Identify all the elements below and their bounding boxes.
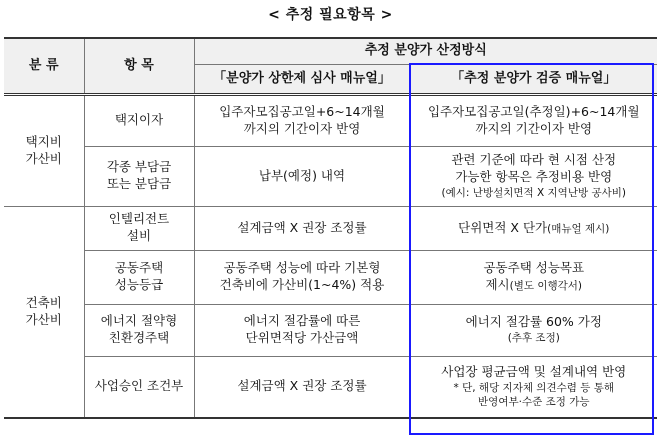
header-category: 분 류 — [4, 38, 84, 94]
header-item: 항 목 — [84, 38, 194, 94]
manual-cell — [194, 94, 410, 146]
verify-text: 입주자모집공고일(추정일)+6~14개월 — [427, 103, 640, 119]
item-label: 택지이자 — [114, 112, 164, 128]
verify-cell — [410, 206, 657, 250]
verify-cell — [410, 250, 657, 304]
page-title: < 추정 필요항목 > — [268, 7, 393, 23]
item-cell — [84, 250, 194, 304]
verify-note: (매뉴얼 제시) — [547, 222, 610, 235]
item-cell — [84, 304, 194, 356]
item-cell — [84, 206, 194, 250]
item-label: 사업승인 조건부 — [94, 378, 184, 394]
item-cell — [84, 94, 194, 146]
manual-text: 납부(예정) 내역 — [258, 167, 346, 183]
verify-note: * 단, 해당 지자체 의견수렴 등 통해 — [453, 382, 614, 395]
manual-cell — [194, 304, 410, 356]
manual-cell — [194, 206, 410, 250]
manual-text: 설계금액 X 권장 조정률 — [237, 219, 367, 235]
verify-note: 반영여부·수준 조정 가능 — [478, 396, 590, 409]
verify-note: (예시: 난방설치면적 X 지역난방 공사비) — [441, 186, 626, 199]
item-label: 또는 분담금 — [106, 176, 172, 191]
verify-cell — [410, 94, 657, 146]
estimate-items-table — [4, 37, 657, 419]
verify-cell — [410, 356, 657, 418]
manual-text: 까지의 기간이자 반영 — [243, 120, 361, 136]
manual-cell — [194, 356, 410, 418]
category-line: 가산비 — [25, 150, 62, 166]
item-label: 공동주택 — [114, 260, 164, 276]
item-label: 친환경주택 — [108, 330, 170, 345]
verify-text: 에너지 절감률 60% 가정 — [465, 314, 602, 330]
manual-text: 공동주택 성능에 따라 기본형 — [223, 260, 381, 276]
item-label: 인텔리전트 — [108, 211, 170, 227]
verify-text: 까지의 기간이자 반영 — [475, 120, 593, 136]
verify-note: (별도 이행각서) — [509, 280, 583, 292]
verify-text: 가능한 항목은 추정비용 반영 — [455, 168, 613, 184]
category-line: 건축비 — [25, 294, 62, 310]
manual-text: 입주자모집공고일+6~14개월 — [219, 103, 385, 119]
manual-text: 건축비에 가산비(1~4%) 적용 — [219, 277, 385, 292]
item-label: 에너지 절약형 — [100, 313, 178, 329]
header-method: 추정 분양가 산정방식 — [194, 38, 657, 64]
manual-text: 단위면적당 가산금액 — [245, 330, 359, 345]
item-label: 성능등급 — [114, 277, 164, 292]
item-cell — [84, 146, 194, 206]
verify-text: 관련 기준에 따라 현 시점 산정 — [451, 152, 617, 168]
manual-cell — [194, 250, 410, 304]
category-line: 택지비 — [25, 133, 62, 149]
item-label: 각종 부담금 — [106, 159, 172, 175]
item-label: 설비 — [126, 228, 152, 243]
header-manual-column: 「분양가 상한제 심사 매뉴얼」 — [194, 64, 410, 94]
category-land-cost — [4, 94, 84, 206]
manual-text: 에너지 절감률에 따른 — [243, 313, 361, 329]
category-construction-cost — [4, 206, 84, 418]
verify-note: (추후 조정) — [507, 332, 560, 345]
header-verify-column: 「추정 분양가 검증 매뉴얼」 — [410, 64, 657, 94]
verify-text: 공동주택 성능목표 — [483, 260, 585, 276]
item-cell — [84, 356, 194, 418]
verify-text: 사업장 평균금액 및 설계내역 반영 — [441, 364, 627, 380]
manual-cell — [194, 146, 410, 206]
verify-cell — [410, 304, 657, 356]
verify-cell — [410, 146, 657, 206]
verify-text: 단위면적 X 단가 — [458, 219, 548, 235]
category-line: 가산비 — [25, 311, 62, 327]
verify-text: 제시 — [485, 277, 510, 292]
manual-text: 설계금액 X 권장 조정률 — [237, 378, 367, 394]
